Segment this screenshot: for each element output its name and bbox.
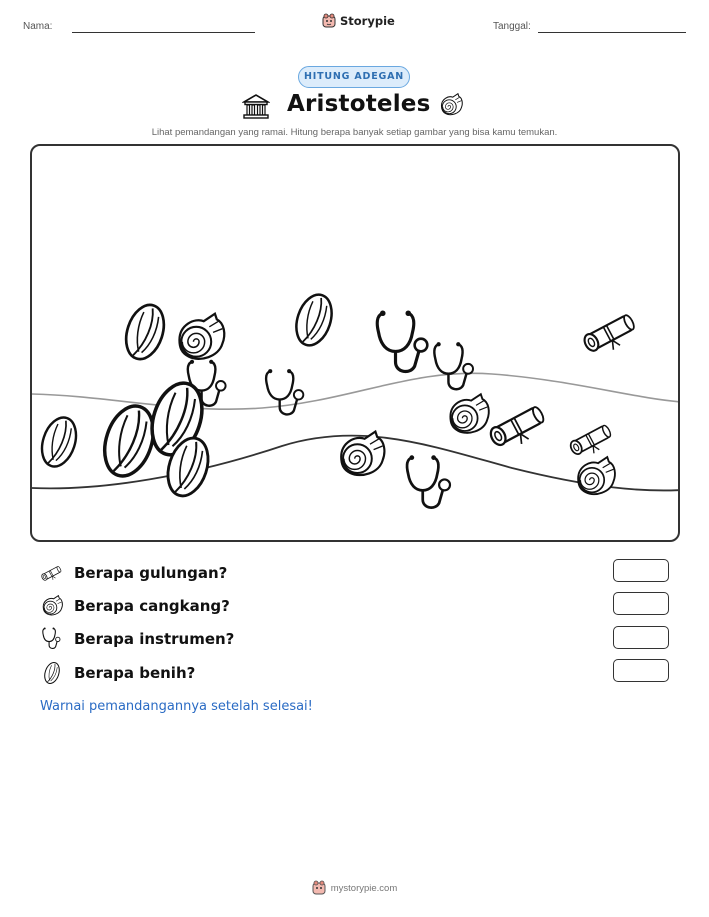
scroll-icon xyxy=(486,402,552,448)
scroll-icon xyxy=(580,311,642,353)
counting-scene xyxy=(30,144,680,542)
storypie-mascot-icon xyxy=(322,13,336,29)
footer xyxy=(0,880,709,896)
shell-icon xyxy=(444,392,492,438)
finish-instruction: Warnai pemandangannya setelah selesai! xyxy=(40,699,313,714)
date-label: Tanggal: xyxy=(493,21,531,32)
shell-icon xyxy=(40,594,64,618)
seed-icon xyxy=(164,434,212,500)
name-label: Nama: xyxy=(23,21,53,32)
seed-icon xyxy=(124,301,166,363)
scroll-icon xyxy=(40,561,64,585)
seed-icon xyxy=(40,661,64,685)
stethoscope-icon xyxy=(372,309,436,379)
question-instruments xyxy=(40,626,234,652)
question-text: Berapa cangkang? xyxy=(74,597,230,615)
shell-icon xyxy=(172,311,228,365)
storypie-logo xyxy=(322,13,395,29)
stethoscope-icon xyxy=(40,627,64,651)
question-shells xyxy=(40,593,230,619)
title-row xyxy=(0,90,709,124)
temple-icon xyxy=(242,93,270,121)
scroll-icon xyxy=(567,421,617,457)
shell-icon xyxy=(334,429,388,481)
question-seeds xyxy=(40,660,195,686)
footer-site: mystorypie.com xyxy=(330,882,398,894)
question-text: Berapa instrumen? xyxy=(74,630,235,648)
stethoscope-icon xyxy=(184,358,232,412)
shell-icon xyxy=(438,92,464,118)
seed-icon xyxy=(294,291,334,349)
stethoscope-icon xyxy=(402,454,458,514)
answer-box-shells[interactable] xyxy=(613,592,669,615)
answer-box-scrolls[interactable] xyxy=(613,559,669,582)
question-text: Berapa benih? xyxy=(74,664,196,682)
question-text: Berapa gulungan? xyxy=(74,564,228,582)
answer-box-seeds[interactable] xyxy=(613,659,669,682)
activity-badge: HITUNG ADEGAN xyxy=(298,66,410,88)
stethoscope-icon xyxy=(430,341,480,395)
question-scrolls xyxy=(40,560,227,586)
logo-text: Storypie xyxy=(340,14,395,28)
answer-box-instruments[interactable] xyxy=(613,626,669,649)
date-field[interactable] xyxy=(538,32,686,33)
instruction-text: Lihat pemandangan yang ramai. Hitung berapa banyak setiap gambar yang bisa kamu temukan. xyxy=(151,127,558,138)
stethoscope-icon xyxy=(262,368,310,420)
shell-icon xyxy=(572,454,618,500)
name-field[interactable] xyxy=(72,32,255,33)
storypie-mascot-icon xyxy=(312,880,326,896)
page-title: Aristoteles xyxy=(287,91,431,117)
seed-icon xyxy=(40,414,78,470)
